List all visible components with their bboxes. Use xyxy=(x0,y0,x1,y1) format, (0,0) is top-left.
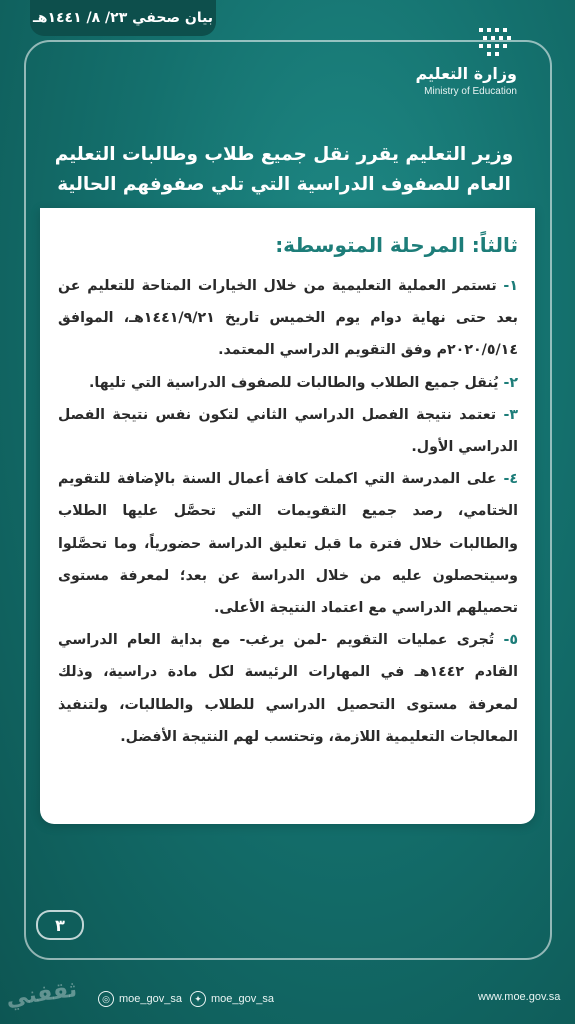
item-text: تعتمد نتيجة الفصل الدراسي الثاني لتكون نفس نتيجة الفصل الدراسي الأول. xyxy=(58,406,518,456)
headline xyxy=(50,140,518,210)
item-number: ٥- xyxy=(503,632,518,649)
instagram-icon: ◎ xyxy=(98,991,114,1007)
website-link[interactable] xyxy=(478,991,560,1003)
item-number: ٢- xyxy=(503,374,518,391)
content-card xyxy=(40,208,535,824)
item-number: ٣- xyxy=(503,406,518,423)
page-number: ٣ xyxy=(36,910,84,940)
twitter-link[interactable] xyxy=(190,991,274,1007)
section-title: ثالثاً: المرحلة المتوسطة: xyxy=(275,233,518,257)
headline-line-2: العام للصفوف الدراسية التي تلي صفوفهم الحالية xyxy=(57,174,511,195)
list-item xyxy=(58,270,518,367)
logo-english-text: Ministry of Education xyxy=(424,86,517,97)
ministry-logo xyxy=(357,22,517,102)
card-content xyxy=(58,228,518,753)
website-url: www.moe.gov.sa xyxy=(478,991,561,1003)
instagram-link[interactable] xyxy=(98,991,182,1007)
footer xyxy=(0,985,575,1013)
twitter-icon: ✦ xyxy=(190,991,206,1007)
list-item xyxy=(58,399,518,463)
date-badge: بيان صحفي ٢٣/ ٨/ ١٤٤١هـ xyxy=(30,0,216,36)
list-item xyxy=(58,463,518,624)
logo-arabic-text: وزارة التعليم xyxy=(415,64,517,83)
item-number: ٤- xyxy=(503,471,518,488)
item-text: تستمر العملية التعليمية من خلال الخيارات المتاحة للتعليم عن بعد حتى نهاية دوام يوم الخميس تاريخ ١٤٤١/٩/٢١هـ، الموافق ٢٠٢٠/٥/١٤م وفق التقويم الدراسي المعتمد. xyxy=(58,278,518,359)
list-item xyxy=(58,624,518,753)
list-item xyxy=(58,367,518,399)
watermark: ثقفني xyxy=(4,977,79,1012)
item-text: على المدرسة التي اكملت كافة أعمال السنة بالإضافة للتقويم الختامي، رصد جميع التقويمات التي تحصَّل عليها الطلاب والطالبات خلال فترة ما قبل تعليق الدراسة حضورياً، وما تحصَّلوا وسيتحصلون عليه من خلال الدراسة عن بعد؛ لمعرفة مستوى تحصيلهم الدراسي مع اعتماد النتيجة الأعلى. xyxy=(58,471,518,617)
ministry-logo-icon xyxy=(473,22,517,66)
twitter-handle: moe_gov_sa xyxy=(211,993,274,1005)
headline-line-1: وزير التعليم يقرر نقل جميع طلاب وطالبات التعليم xyxy=(54,144,514,165)
instagram-handle: moe_gov_sa xyxy=(119,993,182,1005)
item-text: يُنقل جميع الطلاب والطالبات للصفوف الدراسية التي تليها. xyxy=(89,374,499,391)
item-text: تُجرى عمليات التقويم -لمن يرغب- مع بداية العام الدراسي القادم ١٤٤٢هـ في المهارات الرئيسة لكل مادة دراسية، وذلك لمعرفة مستوى التحصيل الدراسي للطلاب والطالبات، ولتنفيذ المعالجات التعليمية اللازمة، وتحتسب لهم النتيجة الأفضل. xyxy=(58,632,518,745)
item-number: ١- xyxy=(503,278,518,294)
